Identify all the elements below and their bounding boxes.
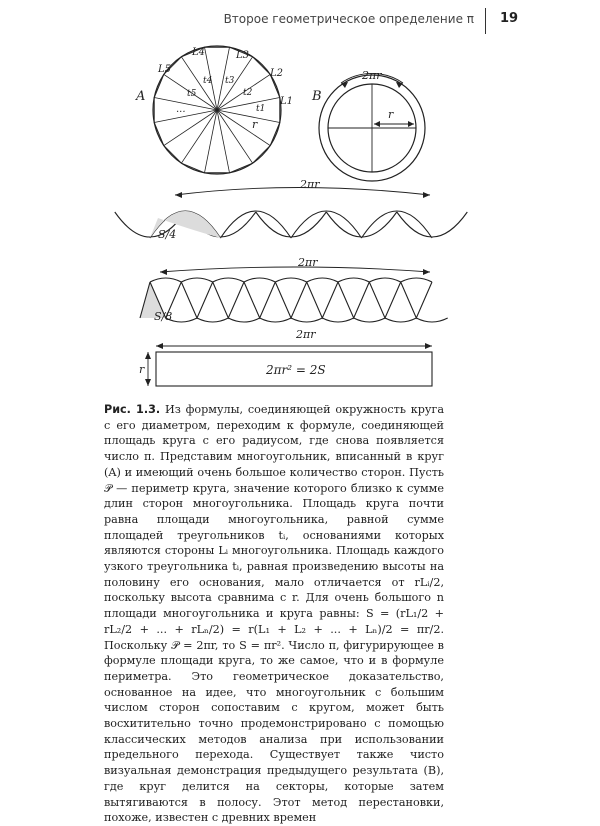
label-s4: S/4 (158, 228, 177, 241)
label-t2: t2 (243, 88, 253, 98)
label-s8: S/8 (154, 310, 173, 323)
label-l3: L3 (236, 50, 250, 61)
figure-1-3 (0, 0, 600, 400)
label-t1: t1 (256, 104, 266, 114)
label-2pir-s4: 2πr (300, 178, 320, 191)
label-radius-a: r (252, 118, 258, 131)
figure-caption (104, 402, 444, 826)
label-radius-b: r (388, 108, 394, 121)
label-l2: L2 (270, 68, 284, 79)
label-b: B (312, 89, 322, 104)
label-l5: L5 (158, 64, 172, 75)
rect-formula: 2πr² = 2S (266, 363, 326, 377)
label-t3: t3 (225, 76, 235, 86)
page-number: 19 (500, 11, 519, 26)
label-t5: t5 (187, 89, 197, 99)
label-2pir-s8: 2πr (298, 256, 318, 269)
label-2pir-b: 2πr (362, 69, 382, 82)
circle-b-figure (319, 73, 425, 181)
running-title: Второе геометрическое определение π (223, 12, 474, 26)
label-l4: L4 (192, 47, 206, 58)
strip-s8 (140, 267, 448, 322)
caption-text: Из формулы, соединяющей окружность круга с его диаметром, переходим к формуле, соединяющей площадь круга с его радиусом, где снова появляется число π. Представим многоугольник, вписанный в круг (A) и имеющий очень большое количество сторон. Пусть 𝒫 — периметр круга, значение которого близко к сумме длин сторон многоугольника. Площадь круга почти равна площади многоугольника, равной сумме площадей треугольников tᵢ, основаниями которых являются стороны Lᵢ многоугольника. Площадь каждого узкого треугольника tᵢ, равная произведению высоты на половину его основания, мало отличается от rLᵢ/2, поскольку высота сравнима с r. Для очень большого n площади многоугольника и круга равны: S = (rL₁/2 + rL₂/2 + ... + rLₙ/2) = r(L₁ + L₂ + ... + Lₙ)/2 = πr/2. Поскольку 𝒫 = 2πr, то S = πr². Число π, фигурирующее в формуле площади круга, то же самое, что и в формуле периметра. Это геометрическое доказательство, основанное на идее, что многоугольник с большим числом сторон сопоставим с кругом, может быть восхитительно точно продемонстрировано с помощью классических методов анализа при использовании предельного перехода. Существует также чисто визуальная демонстрация предыдущего результата (B), где круг делится на секторы, которые затем вытягиваются в полосу. Этот метод перестановки, похоже, известен с древних времен (104, 403, 444, 825)
label-radius-rect: r (139, 363, 145, 376)
label-dots: ... (176, 104, 186, 115)
label-l1: L1 (280, 96, 294, 107)
label-t4: t4 (203, 76, 213, 86)
label-a: A (136, 89, 146, 104)
caption-label: Рис. 1.3. (104, 403, 161, 416)
label-2pir-rect: 2πr (296, 328, 316, 341)
